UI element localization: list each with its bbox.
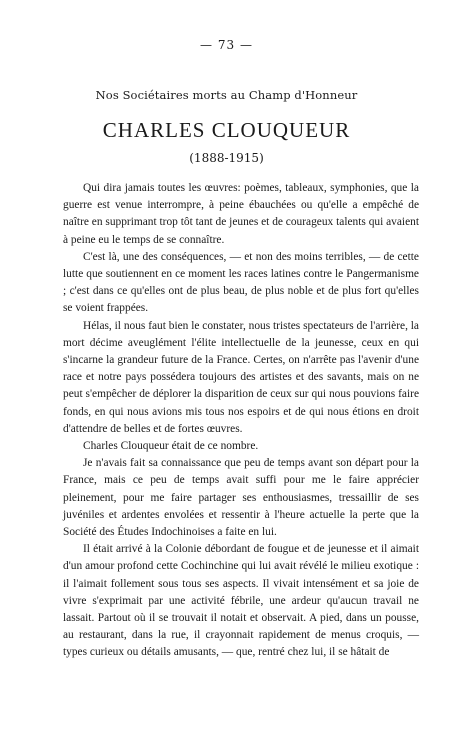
paragraph: Je n'avais fait sa connaissance que peu de temps avant son départ pour la France, mais ce peu de temps avait suffi pour me le faire apprécier pleinement, pour me faire partager ses enthousiasmes, tressaillir de ses juvéniles et ardentes envolées et ressentir à l'heure actuelle la perte que la Société des Études Indochinoises a faite en lui.: [63, 457, 419, 539]
page-number: — 73 —: [200, 38, 253, 52]
life-dates: (1888-1915): [189, 151, 264, 165]
paragraph: Il était arrivé à la Colonie débordant de fougue et de jeunesse et il aimait d'un amour profond cette Cochinchine qui lui avait révélé le milieu exotique : il l'aimait follement sous tous ses aspects. Il vivait intensément et sa joie de vivre s'exprimait par une activité fébrile, une ardeur qu'aucun travail ne lassait. Partout où il se trouvait il notait et observait. A pied, dans un pousse, au restaurant, dans la rue, il crayonnait rapidement de menus croquis, — types curieux ou détails amusants, — que, rentré chez lui, il se hâtait de: [63, 543, 419, 659]
paragraph: C'est là, une des conséquences, — et non des moins terribles, — de cette lutte que soutiennent en ce moment les races latines contre le Pangermanisme ; c'est dans ce qu'elles ont de plus beau, de plus noble et de plus fort qu'elles se voient frappées.: [63, 250, 419, 315]
body-text: [63, 180, 419, 662]
paragraph: Charles Clouqueur était de ce nombre.: [83, 440, 259, 453]
section-heading: Nos Sociétaires morts au Champ d'Honneur: [95, 88, 358, 102]
paragraph: Qui dira jamais toutes les œuvres: poèmes, tableaux, symphonies, que la guerre est venue interrompre, à peine ébauchées ou qu'elle a empêché de naître en supprimant trop tôt tant de jeunes et de courageux talents qui avaient à peine eu le temps de se connaître.: [63, 182, 419, 246]
page-title: CHARLES CLOUQUEUR: [102, 118, 351, 142]
paragraph: Hélas, il nous faut bien le constater, nous tristes spectateurs de l'arrière, la mort décime aveuglément l'élite intellectuelle de la jeunesse, ceux en qui s'incarne la grandeur future de la France. Certes, on n'arrête pas l'avenir d'une race et notre pays possédera toujours des artistes et des savants, mais on ne peut s'empêcher de déplorer la disparition de ceux sur qui nous pouvions faire fonds, en qui nous avions mis tous nos espoirs et de qui nous étions en droit d'attendre de belles et de fortes œuvres.: [63, 319, 419, 435]
